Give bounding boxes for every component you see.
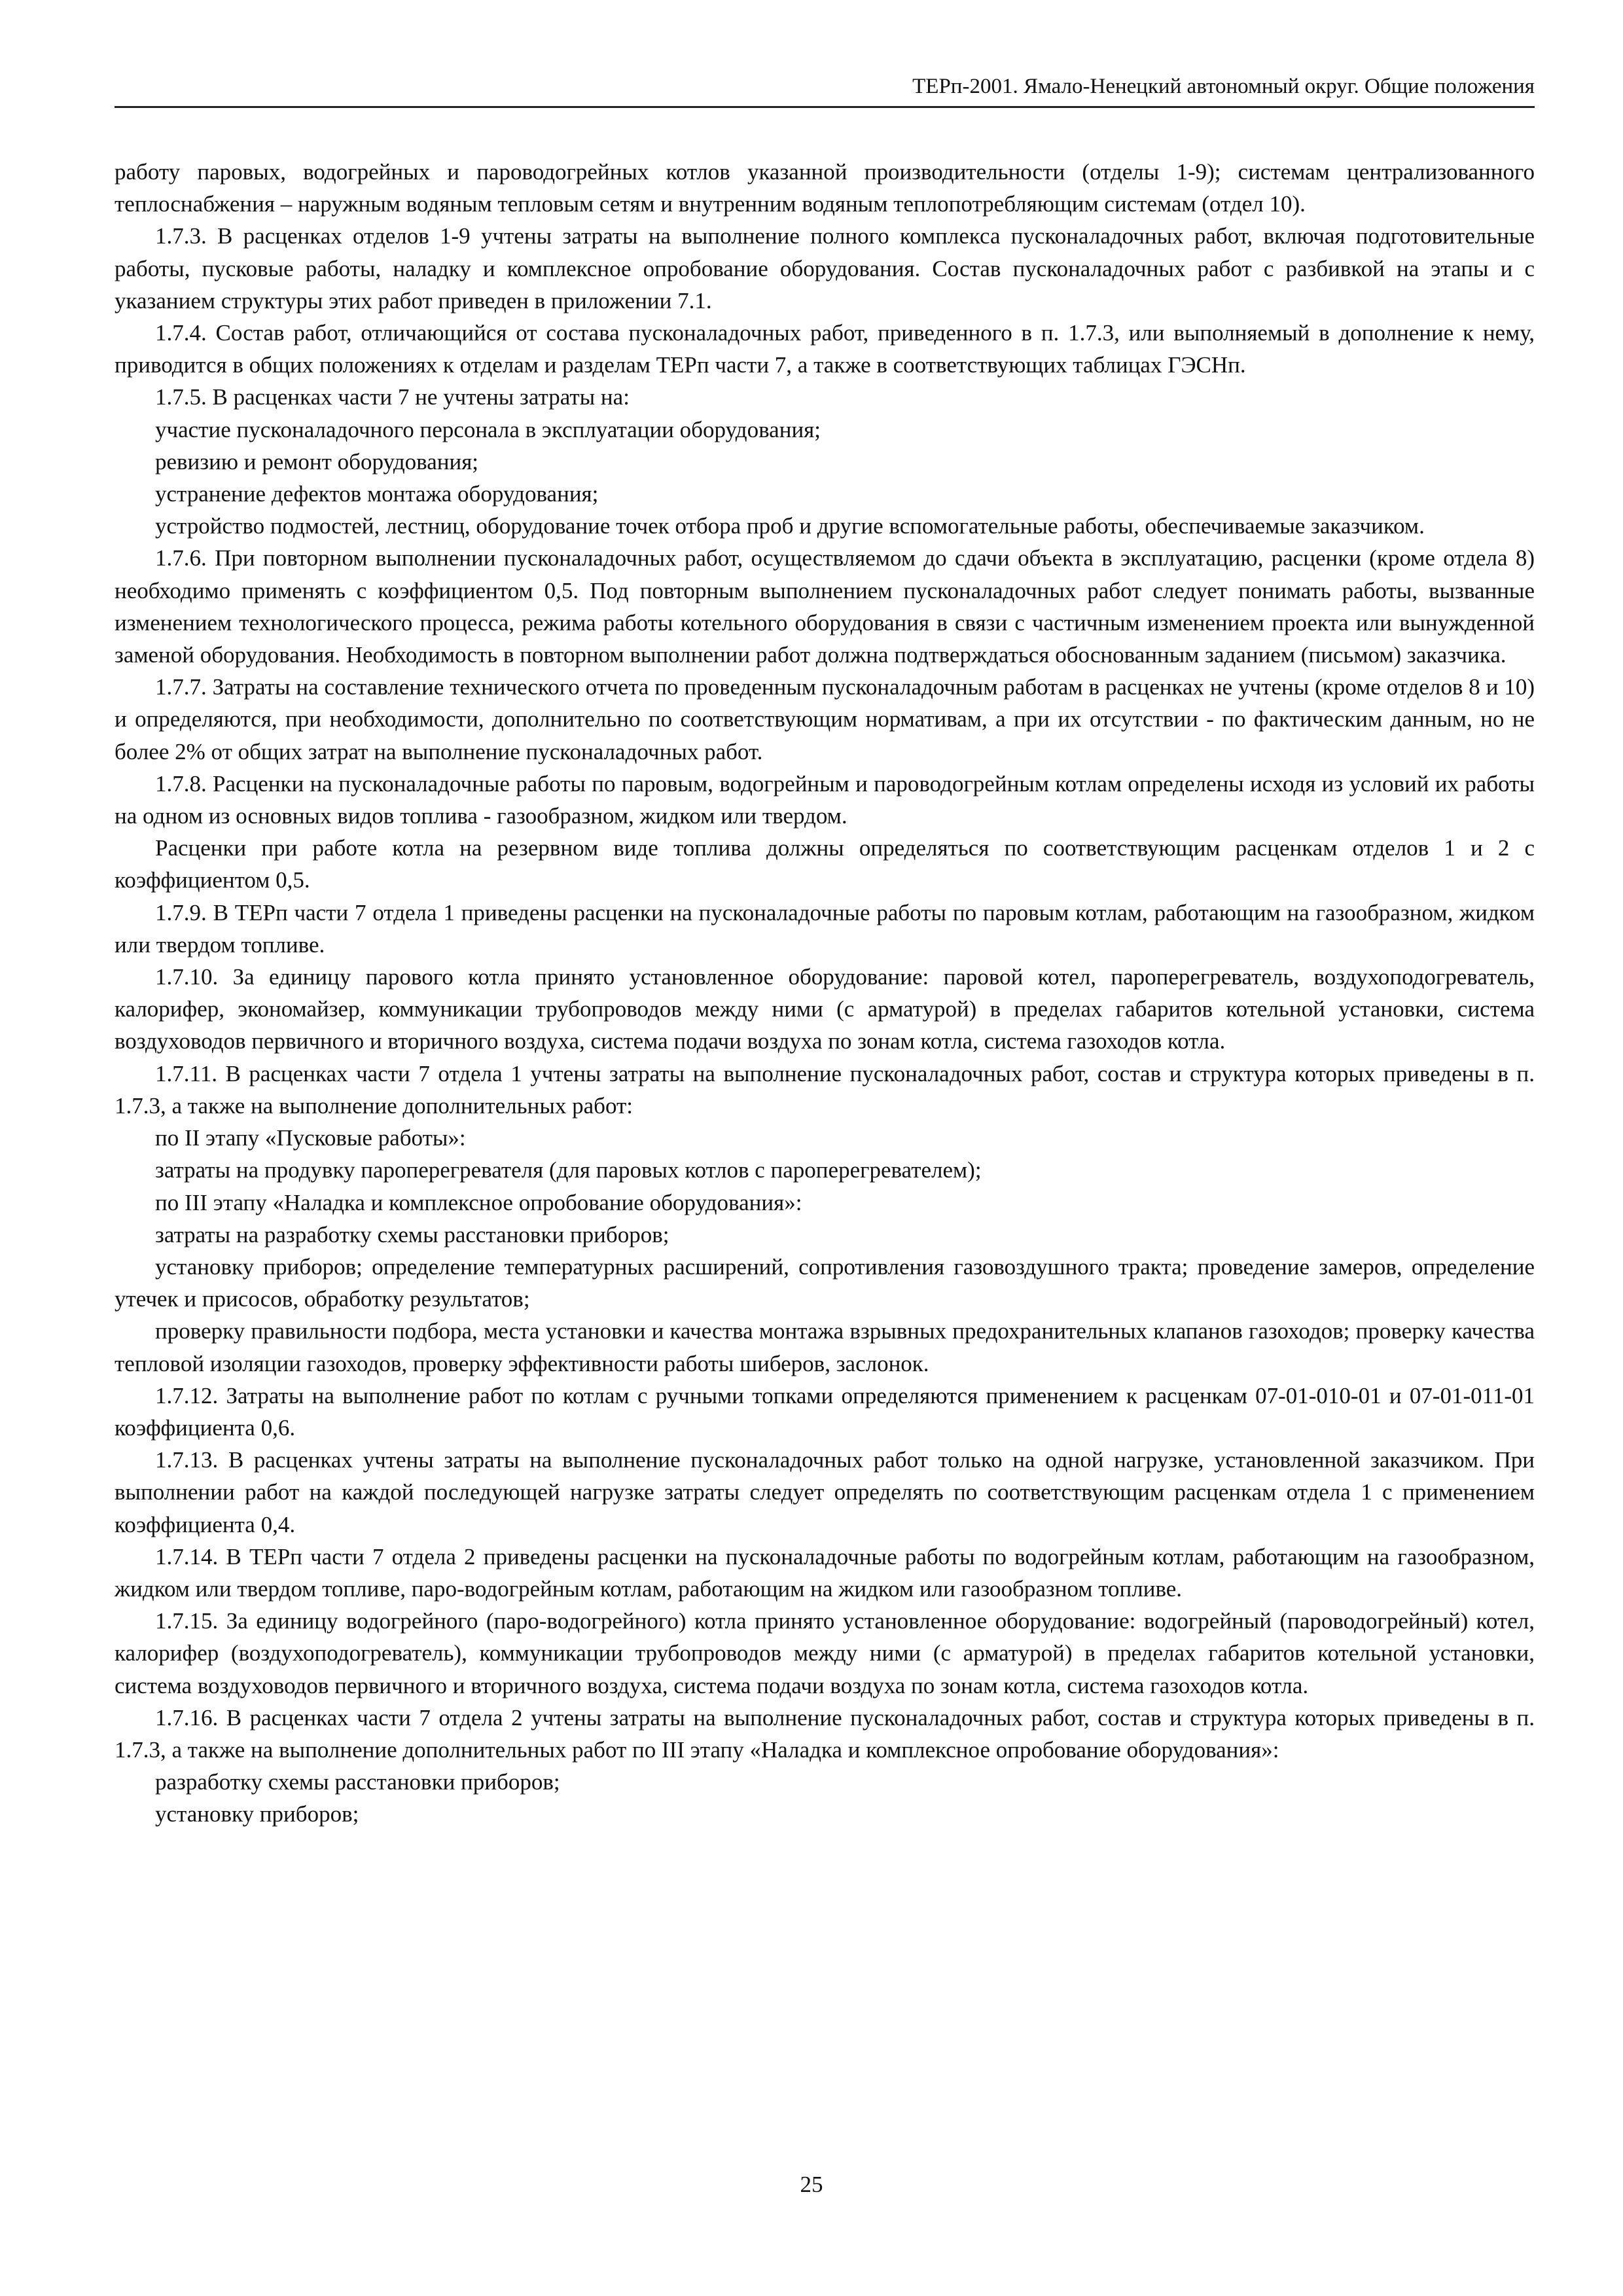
page-number: 25 [800,2172,823,2197]
paragraph: 1.7.7. Затраты на составление технического отчета по проведенным пусконаладочным работам в расценках не учтены (кроме отделов 8 и 10) и определяются, при необходимости, дополнительно по соответствующим нормативам, а при их отсутствии - по фактическим данным, но не более 2% от общих затрат на выполнение пусконаладочных работ. [115,674,1535,764]
running-header: ТЕРп-2001. Ямало-Ненецкий автономный округ. Общие положения [115,73,1535,108]
list-item: затраты на разработку схемы расстановки приборов; [155,1221,669,1247]
paragraph: 1.7.13. В расценках учтены затраты на выполнение пусконаладочных работ только на одной нагрузке, установленной заказчиком. При выполнении работ на каждой последующей нагрузке затраты следует определять по соответствующим расценкам отдела 1 с применением коэффициента 0,4. [115,1447,1535,1537]
list-item: устройство подмостей, лестниц, оборудование точек отбора проб и другие вспомогательные работы, обеспечиваемые заказчиком. [155,513,1425,539]
paragraph: Расценки при работе котла на резервном виде топлива должны определяться по соответствующим расценкам отделов 1 и 2 с коэффициентом 0,5. [115,835,1535,893]
paragraph: 1.7.4. Состав работ, отличающийся от состава пусконаладочных работ, приведенного в п. 1.7.3, или выполняемый в дополнение к нему, приводится в общих положениях к отделам и разделам ТЕРп части 7, а также в соответствующих таблицах ГЭСНп. [115,320,1535,378]
paragraph: 1.7.9. В ТЕРп части 7 отдела 1 приведены расценки на пусконаладочные работы по паровым котлам, работающим на газообразном, жидком или твердом топливе. [115,899,1535,958]
paragraph: 1.7.6. При повторном выполнении пусконаладочных работ, осуществляемом до сдачи объекта в эксплуатацию, расценки (кроме отдела 8) необходимо применять с коэффициентом 0,5. Под повторным выполнением пусконаладочных работ следует понимать работы, вызванные изменением технологического процесса, режима работы котельного оборудования в связи с частичным изменением проекта или вынужденной заменой оборудования. Необходимость в повторном выполнении работ должна подтверждаться обоснованным заданием (письмом) заказчика. [115,545,1535,668]
list-item: установку приборов; [155,1801,359,1827]
paragraph: 1.7.16. В расценках части 7 отдела 2 учтены затраты на выполнение пусконаладочных работ, состав и структура которых приведены в п. 1.7.3, а также на выполнение дополнительных работ по III этапу «Наладка и комплексное опробование оборудования»: [115,1704,1535,1763]
list-item: по III этапу «Наладка и комплексное опробование оборудования»: [155,1189,802,1215]
paragraph: 1.7.10. За единицу парового котла принято установленное оборудование: паровой котел, пароперегреватель, воздухоподогреватель, калорифер, экономайзер, коммуникации трубопроводов между ними (с арматурой) в пределах габаритов котельной установки, система воздуховодов первичного и вторичного воздуха, система подачи воздуха по зонам котла, система газоходов котла. [115,964,1535,1054]
list-item: разработку схемы расстановки приборов; [155,1769,560,1795]
paragraph: 1.7.8. Расценки на пусконаладочные работы по паровым, водогрейным и пароводогрейным котлам определены исходя из условий их работы на одном из основных видов топлива - газообразном, жидком или твердом. [115,770,1535,829]
paragraph: 1.7.14. В ТЕРп части 7 отдела 2 приведены расценки на пусконаладочные работы по водогрейным котлам, работающим на газообразном, жидком или твердом топливе, паро-водогрейным котлам, работающим на жидком или газообразном топливе. [115,1543,1535,1602]
paragraph: 1.7.15. За единицу водогрейного (паро-водогрейного) котла принято установленное оборудование: водогрейный (пароводогрейный) котел, калорифер (воздухоподогреватель), коммуникации трубопроводов между ними (с арматурой) в пределах габаритов котельной установки, система воздуховодов первичного и вторичного воздуха, система подачи воздуха по зонам котла, система газоходов котла. [115,1608,1535,1698]
list-item: по II этапу «Пусковые работы»: [155,1125,466,1151]
list-item: установку приборов; определение температурных расширений, сопротивления газовоздушного тракта; проведение замеров, определение утечек и присосов, обработку результатов; [115,1253,1535,1312]
list-item: затраты на продувку пароперегревателя (для паровых котлов с пароперегревателем); [155,1157,982,1183]
list-item: проверку правильности подбора, места установки и качества монтажа взрывных предохранительных клапанов газоходов; проверку качества тепловой изоляции газоходов, проверку эффективности работы шиберов, заслонок. [115,1318,1535,1376]
list-item: ревизию и ремонт оборудования; [155,448,479,475]
paragraph: 1.7.12. Затраты на выполнение работ по котлам с ручными топками определяются применением к расценкам 07-01-010-01 и 07-01-011-01 коэффициента 0,6. [115,1382,1535,1441]
list-item: участие пусконаладочного персонала в эксплуатации оборудования; [155,416,821,442]
list-item: устранение дефектов монтажа оборудования; [155,481,599,507]
paragraph: работу паровых, водогрейных и пароводогрейных котлов указанной производительности (отделы 1-9); системам централизованного теплоснабжения – наружным водяным тепловым сетям и внутренним водяным теплопотребляющим системам (отдел 10). [115,159,1535,217]
paragraph: 1.7.3. В расценках отделов 1-9 учтены затраты на выполнение полного комплекса пусконаладочных работ, включая подготовительные работы, пусковые работы, наладку и комплексное опробование оборудования. Состав пусконаладочных работ с разбивкой на этапы и с указанием структуры этих работ приведен в приложении 7.1. [115,223,1535,314]
paragraph: 1.7.11. В расценках части 7 отдела 1 учтены затраты на выполнение пусконаладочных работ, состав и структура которых приведены в п. 1.7.3, а также на выполнение дополнительных работ: [115,1060,1535,1119]
paragraph: 1.7.5. В расценках части 7 не учтены затраты на: [155,384,630,410]
document-body [115,156,1535,1831]
